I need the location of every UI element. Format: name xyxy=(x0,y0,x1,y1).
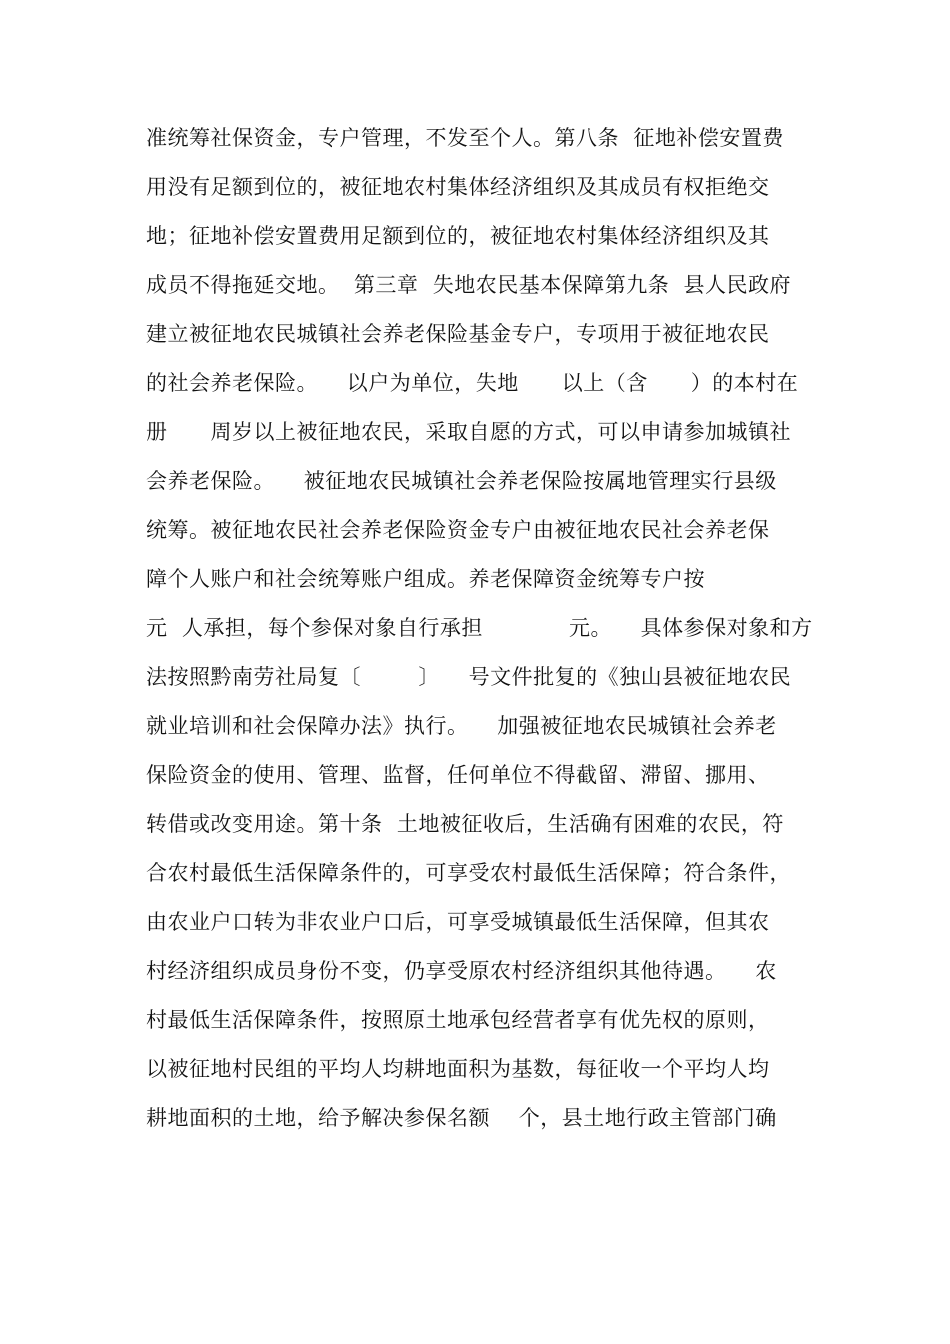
text-line: 地；征地补偿安置费用足额到位的，被征地农村集体经济组织及其 xyxy=(146,224,770,248)
text-line: 法按照黔南劳社局复〔 〕 号文件批复的《独山县被征地农民 xyxy=(146,665,792,689)
text-line: 用没有足额到位的，被征地农村集体经济组织及其成员有权拒绝交 xyxy=(146,175,770,199)
text-line: 转借或改变用途。第十条 土地被征收后，生活确有困难的农民，符 xyxy=(146,812,784,836)
text-line: 以被征地村民组的平均人均耕地面积为基数，每征收一个平均人均 xyxy=(146,1057,770,1081)
text-line: 就业培训和社会保障办法》执行。 加强被征地农民城镇社会养老 xyxy=(146,714,777,738)
text-line: 统筹。被征地农民社会养老保险资金专户由被征地农民社会养老保 xyxy=(146,518,770,542)
text-line: 册 周岁以上被征地农民，采取自愿的方式，可以申请参加城镇社 xyxy=(146,420,792,444)
text-line: 村最低生活保障条件，按照原土地承包经营者享有优先权的原则， xyxy=(146,1008,770,1032)
text-line: 障个人账户和社会统筹账户组成。养老保障资金统筹专户按 xyxy=(146,567,705,591)
text-line: 元 人承担，每个参保对象自行承担 元。 具体参保对象和方 xyxy=(146,616,813,640)
text-line: 准统筹社保资金，专户管理，不发至个人。第八条 征地补偿安置费 xyxy=(146,126,784,150)
text-line: 村经济组织成员身份不变，仍享受原农村经济组织其他待遇。 农 xyxy=(146,959,777,983)
text-line: 的社会养老保险。 以户为单位，失地 以上（含 ）的本村在 xyxy=(146,371,799,395)
body-text xyxy=(146,118,826,1147)
text-line: 合农村最低生活保障条件的，可享受农村最低生活保障；符合条件， xyxy=(146,861,791,885)
text-line: 保险资金的使用、管理、监督，任何单位不得截留、滞留、挪用、 xyxy=(146,763,770,787)
text-line: 耕地面积的土地，给予解决参保名额 个，县土地行政主管部门确 xyxy=(146,1106,777,1130)
text-line: 建立被征地农民城镇社会养老保险基金专户，专项用于被征地农民 xyxy=(146,322,770,346)
text-line: 会养老保险。 被征地农民城镇社会养老保险按属地管理实行县级 xyxy=(146,469,777,493)
text-line: 成员不得拖延交地。 第三章 失地农民基本保障第九条 县人民政府 xyxy=(146,273,792,297)
text-line: 由农业户口转为非农业户口后，可享受城镇最低生活保障，但其农 xyxy=(146,910,770,934)
